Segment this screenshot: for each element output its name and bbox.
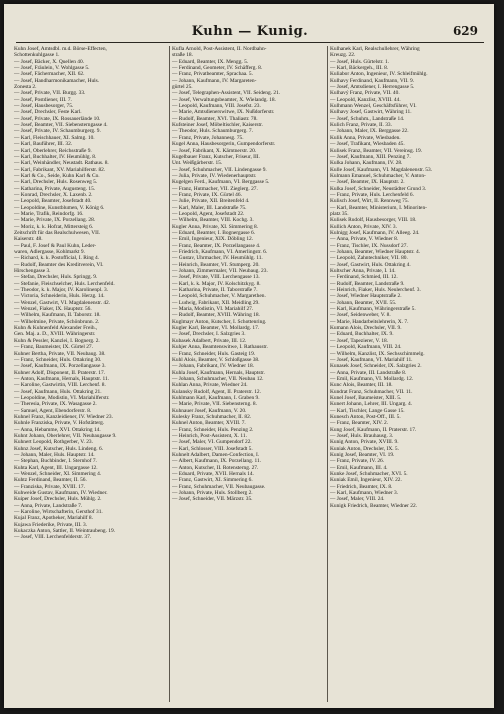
column-2 [172, 46, 326, 702]
directory-entry: — Marie, Private, IX. Porzellang. 28. [14, 217, 96, 224]
directory-entry: — Emil, Ingenieur, XIX. Döbling 12. [172, 236, 254, 243]
directory-entry: Kulka Johann, Kaufmann, IV. 28. [330, 160, 403, 167]
directory-entry: — Johann, Private, Huls. Stollberg 2. [172, 490, 253, 497]
directory-entry: — Karl, Kaufmann, Währingerstraße 5. [330, 306, 416, 313]
directory-entry: — Josef, Fächermacher, XII. 62. [14, 71, 85, 78]
directory-entry: Kuniak Anton, Drechsler, IX. 5. [330, 445, 399, 452]
directory-entry: — Heinrich, Fiaker, Huls. Neulerchenf. 3. [330, 287, 421, 294]
directory-entry: — Marie, Trafik, Reindorfg. 16. [14, 210, 84, 217]
column-divider [169, 46, 170, 702]
directory-entry: — Gustav, Uhrmacher, IV. Heumühlg. 11. [172, 255, 263, 262]
directory-entry: Kuiper Josef, Drechsler, Huls. Mühlg. 2. [14, 496, 102, 503]
directory-entry: — Josef, Fabrikant, X. Kärntnerstr. 20. [172, 147, 257, 154]
directory-entry: — Wilhelm, Kanzlist, IX. Sechsschimmelg. [330, 350, 425, 357]
directory-entry: — Josef, Schneider, VII. Märzstr. 35. [172, 496, 253, 503]
column-3 [330, 46, 484, 702]
directory-entry: Kuhnel Franz, Kanzleidiener, IV. Wiedner 23. [14, 413, 113, 420]
directory-entry: Kulle Josef, Kaufmann, VI. Magdalenenstr. 53. [330, 166, 433, 173]
directory-entry: — Josef, Huls. Brauhausg. 3. [330, 432, 394, 439]
directory-entry: — Josef, Amtsdiener, I. Herrengasse 5. [330, 84, 415, 91]
directory-entry: Kuhn Josef, Amtsdbl. m.d. Börse-Effecten, [14, 46, 107, 52]
directory-entry: — Eduard, Buchhalter, IX. 9. [330, 331, 394, 338]
directory-entry: Kunasek Josef, Schneider, IX. Salzgries 2. [330, 363, 422, 370]
directory-entry: Kulhavý Franz, Private, VII. 40. [330, 90, 400, 97]
directory-entry: — Anna, Hebamme, XVI. Ottakring 14. [14, 426, 101, 433]
directory-entry: — Josef, Kaufmann, XIII. Penzing 7. [330, 153, 411, 160]
directory-entry: — Josef, Beamter, IX. Hauptstr. 2. [330, 179, 405, 186]
directory-entry: — Josef, Drechsler, I. Salzgries 3. [172, 331, 246, 338]
directory-entry: — Ferdinand, Geometer, IV. Schäfferg. 8. [172, 65, 263, 72]
directory-entry: — Anna, Private, Landstraße 7. [14, 502, 83, 509]
directory-entry: — Josef, Private, VIII. Lerchengasse 13. [172, 274, 260, 281]
directory-entry: waren, Adlergasse, Kohlmarkt 9. [14, 249, 85, 255]
directory-entry: Kuhnelt Adalbert, Damen-Confection, I. [172, 452, 260, 458]
directory-entry: — Paul, F. Josef & Paul Kuhn, Leder- [14, 242, 97, 249]
directory-entry: — Franz, Private, IV. 26. [330, 458, 385, 465]
directory-entry: — Leopoldine, Kunstblumen, V. König 6. [14, 204, 105, 211]
directory-entry: — Ludwig, Fabrikant, XII. Meidling 29. [172, 299, 260, 306]
directory-entry: — Maria, Modistin, VI. Mariahilf 27. [172, 306, 254, 313]
directory-entry: Kujawa Friederike, Private, III. 3. [14, 521, 88, 528]
directory-entry: — Anton, Kutscher, II. Rotensterng. 27. [172, 464, 259, 471]
directory-entry: Kuhnle Franziska, Private, V. Hofstätterg. [14, 420, 105, 427]
directory-entry: Kunigk Friedrich, Beamter, Wiedner 22. [330, 502, 418, 509]
directory-entry: — Johann, Kaufmann, IV. Margareten- [172, 77, 257, 84]
directory-entry: Kuhner Adolf, Disponent, II. Praterstr. 17. [14, 369, 106, 376]
directory-entry: — Franz, Schuhmacher, VII. Neubaugasse. [172, 483, 266, 490]
directory-entry: — Stefanie, Fleischselcher, Huls. Lerchenfeld. [14, 280, 115, 287]
directory-entry: — Franz, Beamter, IX. Porzellangasse 4. [172, 242, 261, 249]
directory-entry: — Stephan, Buchbinder, I. Sternhof 7. [14, 458, 97, 465]
directory-entry: Kugler Karl, Beamter, VI. Mollardg. 17. [172, 325, 260, 332]
directory-entry: Kukaczka Anton, Sattler, II. Weintraubeng. 19. [14, 528, 116, 535]
directory-entry: — Franz, Tischler, IX. Nussdorf 27. [330, 242, 408, 249]
directory-entry: — Josef, Verwaltungsbeamter, X. Wielandg. 18. [172, 96, 276, 103]
directory-entry: — Victoria, Schneiderin, Huls. Herzg. 14. [14, 293, 105, 300]
directory-entry: — Franz, Hutmacher, VII. Zieglerg. 27. [172, 185, 258, 192]
directory-entry: — Franz, Private, Huls. Lerchenfeld 6. [330, 191, 414, 198]
directory-entry: Kulhavy Josef, Gastwirt, Währing 11. [330, 109, 412, 116]
directory-entry: — Richard, k. k. Postofficial, I. Ring 4. [14, 255, 100, 262]
directory-entry: — Josef, Fräulein, V. Wohlgasse 5. [14, 65, 90, 72]
directory-entry: Kulansky Rudolf, Agent, II. Praterstr. 12. [172, 388, 261, 395]
directory-entry: Kunel Josef, Baumeister, XIII. 5. [330, 394, 402, 401]
directory-entry: Kuhla Josef, Kaufmann, Hernals, Hauptstr. [172, 369, 265, 376]
directory-entry: Kuhta Karl, Agent, III. Ungargasse 12. [14, 464, 98, 471]
directory-entry: — Karl, Oberlehrer, Reichsstraße 9. [14, 147, 92, 154]
directory-entry: — Leopoldine, Modistin, VI. Mariahilferstr. [14, 394, 110, 401]
directory-entry: Kulmann Emanuel, Schuhmacher, V. Anton- [330, 172, 426, 179]
directory-entry: — Katharina, Private, II. Taborstraße 7. [172, 287, 258, 294]
directory-entry: — Franz, Private, Johannesg. 75. [172, 134, 244, 141]
directory-entry: — Friedrich, Beamter, IX. 8. [330, 483, 393, 490]
directory-entry: — Leopold, Zahntechniker, VII. 80. [330, 255, 408, 262]
page-header [18, 24, 482, 40]
directory-entry: — Heinrich, Post-Assistent, X. 11. [172, 432, 247, 439]
directory-entry: — Franz, Gastwirt, XI. Simmering 6. [172, 477, 253, 484]
directory-entry: — Josef, Trafikant, Wiesbaden 45. [330, 141, 405, 148]
directory-entry: Kufla Arnold, Post-Assistent, II. Nordbahn- [172, 46, 267, 52]
directory-entry: Kubasek Adalbert, Private, III. 12. [172, 337, 247, 344]
directory-entry: Kullich Anton, Private, XIV. 3. [330, 223, 397, 230]
directory-entry: — Josef, Maler, VI. Gumpendorf 22. [172, 439, 252, 446]
directory-entry: Kunig Josef, Beamter, VI. 19. [330, 452, 395, 458]
directory-entry: — Karl, Bäckergeh., III. 8. [330, 65, 389, 72]
directory-entry: — Eduard, Beamter, I. Bognergasse 6. [172, 229, 256, 236]
directory-entry: Kulisch Josef, Wirt, II. Rennweg 75. [330, 198, 409, 205]
directory-entry: Kundrat Franz, Schuhmacher, VII. 11. [330, 388, 413, 395]
directory-entry: Hirschengasse 3. [14, 268, 51, 275]
directory-entry: platz 35. [330, 210, 349, 217]
directory-entry: gürtel 25. [172, 84, 193, 91]
directory-entry: Kuhn & Kuhnenfeld Alexander Freih., [14, 325, 98, 332]
directory-entry: — Rudolf, Beamter, Landstraße 9. [330, 280, 405, 287]
column-divider [327, 46, 328, 702]
columns-container [14, 46, 486, 702]
directory-entry: — Anna, Private, III. Landstraße 8. [330, 369, 407, 376]
directory-entry: Kunig Anton, Private, XVIII. 9. [330, 439, 399, 446]
directory-entry: — Karoline, Wirtschafterin, Gersthof 31. [14, 509, 103, 516]
directory-entry: — Josef, Beamter, VII. Siebensterngasse 4. [14, 122, 108, 129]
directory-entry: — Konrad, Drechsler, X. Laxenb. 2. [14, 191, 93, 198]
directory-entry: Kulka Josef, Schneider, Neustädter Grund 3. [330, 185, 427, 192]
directory-entry: — Josef, Seidenweber, V. 8. [330, 312, 391, 319]
directory-entry: — Eduard, Beamter, IX. Mengg. 5. [172, 58, 249, 65]
directory-entry: — Johann, Beamter, XVII. 55. [330, 299, 397, 306]
directory-entry: Kuhweide Gustav, Kaufmann, IV. Wiedner. [14, 490, 108, 497]
directory-entry: Schottenkuhlgasse 1. [14, 52, 60, 59]
directory-entry: Kreuzg. 22. [330, 52, 356, 59]
directory-entry: — Josef, Hausbesorger, 75. [14, 103, 74, 110]
directory-entry: — Karl, Bauführer, III. 32. [14, 141, 73, 148]
directory-entry: — Wenzel, Schneider, XI. Simmering 4. [14, 471, 102, 478]
directory-entry: — Josef, Kaufmann, VI. Mariahilf 11. [330, 356, 413, 363]
directory-entry: Kuhnt Johann, Oberlehrer, VII. Neubaugasse 9. [14, 432, 117, 439]
directory-entry: — Josef, Kaufmann, IX. Porzellangasse 3. [14, 363, 106, 370]
directory-entry: — Josef, Maler, VIII. 24. [330, 496, 385, 503]
directory-entry: — Marie, Amtsdienerswitwe, IX. Nußdorferstr. [172, 109, 275, 116]
directory-entry: Kuhn & Pessler, Kanzlei, I. Bognerg. 2. [14, 337, 100, 344]
directory-entry: Kuhnert Leopold, Rothgerber, V. 23. [14, 439, 93, 446]
directory-entry: — Franz, Baumeister, IX. Gürtel 27. [14, 344, 93, 351]
directory-entry: — Franz, Private, IX. Gürtel 46. [172, 191, 242, 198]
directory-entry: — Josef, Wiedner Hauptstraße 2. [330, 293, 402, 300]
directory-entry: Kulik Anna, Private, Wiesbaden. [330, 134, 401, 141]
directory-entry: — Josef, Private, IX. Rossauerlände 10. [14, 115, 101, 122]
directory-entry: — Josef, Postdiener, III. 7. [14, 96, 72, 103]
directory-entry: — Josef, Handharmonikamacher, Huls. [14, 77, 100, 84]
directory-entry: Kulich Franz, Private, II. 33. [330, 122, 392, 129]
directory-entry: — Franz, Schneider, Huls. Gasteig 19. [172, 350, 256, 357]
directory-entry: — Josef, Telegraphen-Assistent, VII. Seideng. 21. [172, 90, 281, 97]
directory-entry: Kugler Anna, Private, XI. Simmering 8. [172, 223, 259, 230]
directory-entry: — Karl, Beamter, Ministerium, I. Minoriten- [330, 204, 427, 211]
directory-entry: Kuglmayr Anton, Kutscher, I. Schottenring. [172, 318, 267, 325]
directory-entry: Kuhnz Josef, Kutscher, Huls. Lindeng. 6. [14, 445, 104, 452]
directory-entry: — Anton, Kaufmann, Hernals, Hauptstr. 11. [14, 375, 110, 382]
directory-entry: Kugelbauer Franz, Kutscher, Friseur, III. [172, 153, 260, 160]
directory-entry: Gen. Maj. a. D., XVIII. Währingerstr. [14, 331, 96, 338]
directory-entry: Kumann Alois, Drechsler, VII. 9. [330, 325, 402, 332]
directory-entry: Kunc Alois, Beamter, III. 18. [330, 382, 393, 389]
directory-entry: — Rudolf, Beamter, XVI. Thaliastr. 78. [172, 115, 258, 122]
directory-entry: — Josef, Gastwirt, Huls. Ottakring 4. [330, 261, 411, 268]
directory-entry: — Josef, Private, VII. Burgg. 33. [14, 90, 86, 97]
directory-entry: — Leopold, Kanzlist, XVIII. 44. [330, 96, 401, 103]
directory-entry: — Johann, Fabrikant, IV. Wiedner 18. [172, 363, 255, 370]
directory-entry: Kulisek Rudolf, Hausbesorger, VIII. 18. [330, 217, 417, 224]
directory-entry: — Karl, Maler, III. Landstraße 75. [172, 204, 247, 211]
directory-entry: — Leopold, Kaufmann, VIII. 24. [330, 344, 402, 351]
directory-entry: Kaiserstr. 48. [14, 236, 43, 243]
directory-entry: — Leopold, Beamter, Josefstadt 40. [14, 198, 92, 205]
directory-entry: — Friedrich, Kaufmann, VI. Amerlingstr. 6. [172, 249, 268, 255]
directory-entry: Kulesky Franz, Schuhmacher, II. 82. [172, 413, 252, 420]
directory-entry: — Julie, Private, XII. Breitenfeld 4. [172, 198, 250, 205]
directory-entry: Unt. Weißgärberstr. 15. [172, 160, 223, 167]
directory-entry: — Josef, Huls. Gürtelstr. 1. [330, 58, 389, 65]
directory-entry: — Rudolf, Beamter, XVIII. Währing 18. [172, 312, 260, 319]
directory-entry: Kulhanek Karl, Realschullehrer, Währing [330, 46, 420, 52]
directory-entry: — Franziska, Private, XVIII. 17. [14, 483, 85, 490]
directory-entry: Kulhavy Ferdinand, Kaufmann, VII. 9. [330, 77, 415, 84]
directory-entry: — Karl & Co., Seide, Kuhn Karl & Co. [14, 172, 100, 179]
directory-entry: — Josef, Drechsler, Feste Karl. [14, 109, 82, 116]
directory-entry: Kuniak Emil, Ingenieur, XIV. 22. [330, 477, 402, 484]
directory-entry: — Josef, Kaufmann, Huls. Ottakring 21. [14, 388, 102, 395]
directory-entry: — Johann, Beamter, Wiedner Hauptstr. 4. [330, 249, 421, 255]
directory-entry: — Karl, Weinhändler, Neustadt. Rathaus. 8. [14, 160, 109, 167]
directory-entry: — Johann, Schuhmacher, VII. Neubau 12. [172, 375, 264, 382]
directory-entry: — Josef, Schuhmacher, VII. Lindengasse 9. [172, 166, 267, 173]
directory-entry: Kulhmann Wenzel, Geschäftsführer, VI. [330, 103, 417, 110]
directory-entry: — Josef, Private, IV. Schaumburgerg. 9. [14, 128, 101, 135]
directory-entry: — Theodor, Huls. Schaumburgerg. 7. [172, 128, 253, 135]
directory-entry: — Josef, Tapezierer, V. 18. [330, 337, 389, 344]
directory-entry: — Johann, Maler, IX. Berggasse 22. [330, 128, 409, 135]
directory-entry: — Franz, Privatbeamter, Sprachaa. 5. [172, 71, 253, 78]
directory-entry: — Leopold, Agent, Josefstadt 22. [172, 210, 245, 217]
directory-entry: Kuhlmann Karl, Kaufmann, I. Graben 9. [172, 394, 260, 401]
directory-entry: — Karl, Drechsler, Huls. Rosenweg 5. [14, 179, 98, 186]
directory-entry: — Karl, Schlosser, VIII. Josefstadt 5. [172, 445, 253, 452]
directory-entry: Kuhl Alois, Beamter, V. Schloßgasse 38. [172, 356, 260, 363]
directory-entry: — Karl, Kaufmann, Wiedner 3. [330, 490, 399, 497]
directory-entry: — Stefan, Drechsler, Huls. Springg. 9. [14, 274, 98, 281]
directory-entry: — Emil, Kaufmann, III. 4. [330, 464, 388, 471]
directory-entry: — Marie, Private, VII. Siebensterng. 8. [172, 401, 257, 408]
directory-entry: Kugelgen Ferd., Kaufmann, VI. Berggasse 5. [172, 179, 270, 186]
directory-entry: Kulnigg Josef, Kaufmann, IV. Alleeg. 24. [330, 229, 420, 236]
directory-entry: — Anna, Private, V. Wiedner 8. [330, 236, 399, 243]
directory-entry: — Karl, Buchhalter, IV. Heumühlg. 8. [14, 153, 97, 160]
directory-entry: — Theresia, Private, IX. Wasagasse 2. [14, 401, 97, 408]
directory-entry: Kuhlan Anna, Private, Wiedner 24. [172, 382, 248, 389]
directory-entry: — Albert, Kaufmann, IX. Porzellang. 11. [172, 458, 262, 465]
directory-entry: Kunesch Anton, Post-Off., III. 5. [330, 413, 401, 420]
directory-entry: Kuhjer Anna, Beamtenswitwe, I. Rathausstr. [172, 344, 268, 351]
directory-entry: — Emil, Kaufmann, VI. Mollardg. 12. [330, 375, 414, 382]
directory-entry: — Julia, Private, IV. Wiedenerhauptstr. [172, 172, 257, 179]
directory-entry: Kunert Johann, Lehrer, III. Ungarg. 4. [330, 401, 413, 408]
directory-entry: — Johann, Maler, Huls. Hauptstr. 14. [14, 452, 95, 458]
directory-entry: Kuhtz Ferdinand, Beamter, II. 56. [14, 477, 87, 484]
directory-entry: — Wilhelm, Beamter, VIII. Kochg. 3. [172, 217, 254, 224]
column-1 [14, 46, 168, 702]
directory-entry: — Karl, k. k. Major, IV. Kolschitzkyg. 8. [172, 280, 261, 287]
directory-entry: — Theodor, k. k. Major, IV. Karolinenpl. 3. [14, 287, 108, 294]
directory-entry: Zonesta 2. [14, 84, 37, 91]
directory-entry: Kufsteiner Josef, Möbeltischler, Kaiserstr. [172, 122, 263, 129]
directory-entry: — Franz, Beamter, XIV. 2. [330, 420, 389, 427]
directory-entry: — Karoline, Gastwirtin, VIII. Lerchenf. 8. [14, 382, 106, 389]
directory-entry: — Wilhelm, Kaufmann, II. Taborstr. 18. [14, 312, 101, 319]
directory-entry: Kugel Anna, Hausbesorgerin, Gumpendorferstr. [172, 141, 276, 148]
directory-entry: Kunke Josef, Schuhmacher, XVI. 5. [330, 471, 408, 478]
page-title: Kuhn — Kunig. [191, 24, 309, 39]
directory-entry: — Josef, Schuhm., Landstraße 14. [330, 115, 405, 122]
directory-entry: — Katharina, Private, Augusteng. 15. [14, 185, 96, 192]
directory-entry: Kujal Franz, Apotheker, Mariahilf 8. [14, 515, 93, 522]
directory-entry: Kuhnel Anton, Beamter, XVIII. 7. [172, 420, 246, 427]
header-rule [16, 42, 484, 43]
directory-entry: — Ferdinand, Schmied, III. 12. [330, 274, 398, 281]
directory-entry: straße 18. [172, 52, 193, 59]
directory-entry: — Eduard, Private, XVII. Hernals 14. [172, 471, 254, 478]
directory-entry: — Franz, Schneider, Huls. Penzing 2. [172, 426, 254, 433]
directory-entry: — Leopold, Kaufmann, VIII. Josefst. 23. [172, 103, 261, 110]
directory-entry: — Wenzel, Gastwirt, VI. Magdalenenstr. 42. [14, 299, 111, 306]
directory-entry: — Karl, Fabrikant, XV. Mariahilferstr. 82. [14, 166, 106, 173]
page-number: 629 [452, 24, 478, 38]
directory-entry: — Moriz, k. k. Hofrat, Mittersteig 6. [14, 223, 94, 230]
directory-entry: Kuhner Bertha, Private, VII. Neubaug. 38. [14, 350, 106, 357]
directory-entry: — Wenzel, Fiaker, IX. Hauptstr. 56. [14, 306, 92, 313]
directory-entry: Zeitschrift für das Realschulwesen, VII. [14, 229, 101, 236]
directory-entry: — Josef, Bäcker, X. Quellen 40. [14, 58, 84, 65]
directory-entry: — Heinrich, Beamter, VI. Stumperg. 20. [172, 261, 260, 268]
directory-entry: — Karl, Tischler, Lange Gasse 15. [330, 407, 405, 414]
directory-entry: Kuliabor Anton, Ingenieur, IV. Schleifmühlg. [330, 71, 428, 78]
directory-entry: — Wilhelmine, Private, Schönbrunn. 2. [14, 318, 100, 325]
directory-entry: Kuhnauer Josef, Kaufmann, V. 20. [172, 407, 247, 414]
directory-entry: — Samuel, Agent, Ebendorferstr. 8. [14, 407, 92, 414]
directory-entry: Kultscher Anna, Private, I. 14. [330, 268, 396, 275]
directory-entry: — Karl, Fleischhauer, XI. Salmg. 10. [14, 134, 95, 141]
directory-entry: — Marie, Handarbeitslehrerin, X. 7. [330, 318, 409, 325]
directory-entry: — Johann, Zimmermaler, VII. Neubaug. 23. [172, 268, 268, 275]
directory-entry: — Josef, VIII. Lerchenfelderstr. 37. [14, 534, 92, 541]
directory-entry: — Franz, Schneider, Huls. Ottakring 30. [14, 356, 102, 363]
directory-page [4, 4, 494, 708]
directory-entry: — Rudolf, Beamter des Kreditverein, VI. [14, 261, 104, 268]
directory-entry: — Leopold, Schuhmacher, V. Margarethen. [172, 293, 266, 300]
directory-entry: Kung Josef, Kaufmann, II. Praterstr. 17. [330, 426, 417, 433]
directory-entry: Kulisek Franz, Beamter, VII. Vereinsg. 19. [330, 147, 423, 154]
